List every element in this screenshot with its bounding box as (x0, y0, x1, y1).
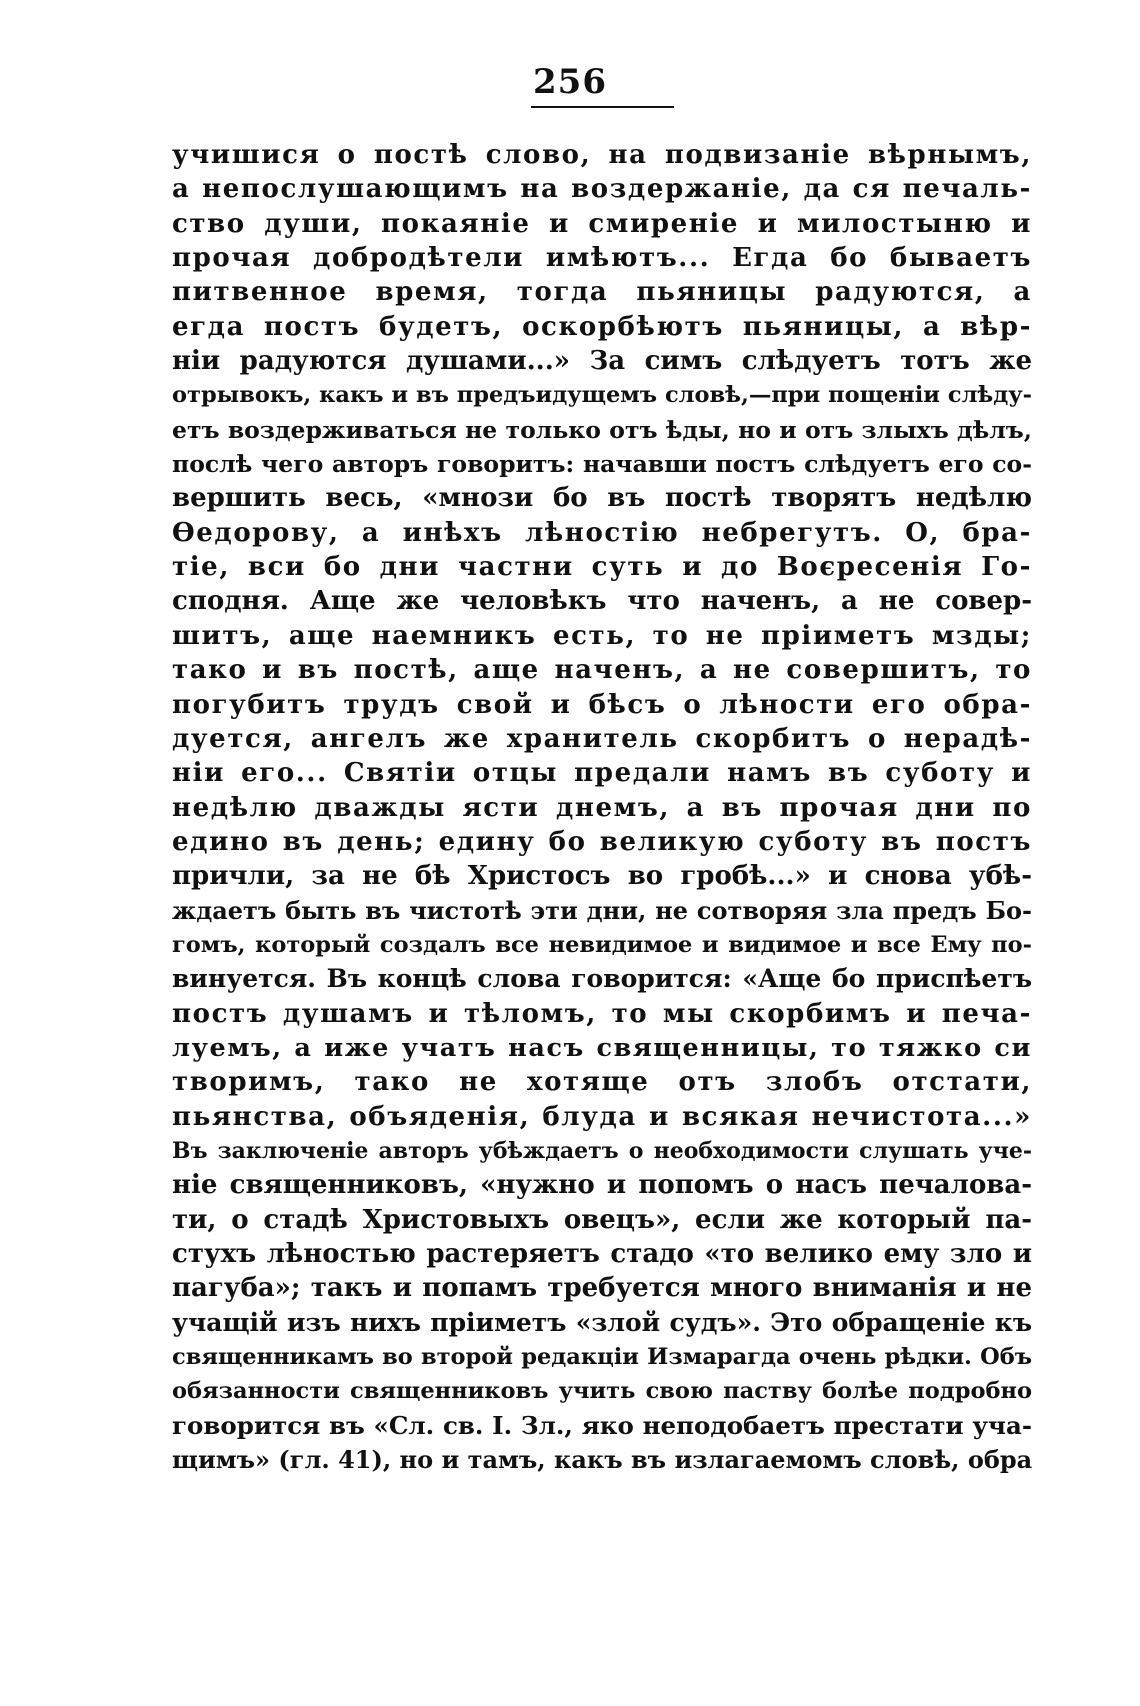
text-line: послѣ чего авторъ говоритъ: начавши постъ слѣдуетъ его со- (172, 450, 1032, 479)
text-line: ство души, покаяніе и смиреніе и милостыню и (172, 208, 1032, 239)
text-line: учишися о постѣ слово, на подвизаніе вѣрнымъ, (172, 140, 1032, 170)
page-number: 256 (533, 62, 607, 102)
text-line: погубитъ трудъ свой и бѣсъ о лѣности его обра- (172, 689, 1032, 720)
text-line: луемъ, а иже учатъ насъ священницы, то тяжко си (172, 1032, 1032, 1063)
text-line: прочая добродѣтели имѣютъ... Егда бо бываетъ (172, 243, 1032, 274)
text-line: недѣлю дважды ясти днемъ, а въ прочая дни по (172, 792, 1032, 823)
header-rule (531, 106, 674, 108)
text-line: ніи его... Святіи отцы предали намъ въ суботу и (172, 758, 1032, 789)
text-line: пьянства, объяденія, блуда и всякая нечистота...» (172, 1101, 1032, 1132)
body-text (172, 138, 1032, 1477)
text-line: священникамъ во второй редакціи Измарагда очень рѣдки. Объ (172, 1344, 1032, 1371)
text-line: вершить весь, «мнози бо въ постѣ творятъ недѣлю (172, 483, 1032, 514)
text-line: ждаетъ быть въ чистотѣ эти дни, не сотворяя зла предъ Бо- (172, 895, 1032, 925)
text-line: егда постъ будетъ, оскорбѣютъ пьяницы, а вѣр- (172, 311, 1032, 342)
text-line: причли, за не бѣ Христосъ во гробѣ...» и снова убѣ- (172, 861, 1032, 892)
text-line: говорится въ «Сл. св. І. Зл., яко неподобаетъ престати уча- (172, 1410, 1032, 1440)
text-line: ніе священниковъ, «нужно и попомъ о насъ печалова- (172, 1170, 1032, 1201)
text-line: сподня. Аще же человѣкъ что наченъ, а не совер- (172, 586, 1032, 617)
text-line: учащій изъ нихъ пріиметъ «злой судъ». Это обращеніе къ (172, 1307, 1032, 1337)
text-line: тіе, вси бо дни частни суть и до Воєресенія Го- (172, 552, 1032, 583)
text-line: гомъ, который создалъ все невидимое и видимое и все Ему по- (172, 931, 1032, 958)
text-line: тако и въ постѣ, аще наченъ, а не совершитъ, то (172, 655, 1032, 686)
text-line: постъ душамъ и тѣломъ, то мы скорбимъ и печа- (172, 998, 1032, 1029)
text-line: шитъ, аще наемникъ есть, то не пріиметъ мзды; (172, 620, 1032, 651)
text-line: Въ заключеніе авторъ убѣждаетъ о необходимости слушать уче- (172, 1137, 1032, 1164)
text-line: пагуба»; такъ и попамъ требуется много вниманія и не (172, 1273, 1032, 1304)
text-line: стухъ лѣностью растеряетъ стадо «то велико ему зло и (172, 1239, 1032, 1269)
text-line: Ѳедорову, а инѣхъ лѣностію небрегутъ. О, бра- (172, 517, 1032, 548)
text-line: ти, о стадѣ Христовыхъ овецъ», если же который па- (172, 1204, 1032, 1235)
text-line: питвенное время, тогда пьяницы радуются, а (172, 277, 1032, 308)
text-line: обязанности священниковъ учить свою паству болѣе подробно (172, 1378, 1032, 1405)
text-line: а непослушающимъ на воздержаніе, да ся печаль- (172, 174, 1032, 205)
text-line: ніи радуются душами...» За симъ слѣдуетъ тотъ же (172, 346, 1032, 377)
text-line: етъ воздерживаться не только отъ ѣды, но и отъ злыхъ дѣлъ, (172, 415, 1032, 444)
text-line: едино въ день; едину бо великую суботу въ постъ (172, 826, 1032, 857)
text-line: творимъ, тако не хотяще отъ злобъ отстати, (172, 1067, 1032, 1098)
text-line: отрывокъ, какъ и въ предъидущемъ словѣ,—при пощеніи слѣду- (172, 382, 1032, 409)
text-line: щимъ» (гл. 41), но и тамъ, какъ въ излагаемомъ словѣ, обра (172, 1445, 1032, 1475)
text-line: дуется, ангелъ же хранитель скорбитъ о нерадѣ- (172, 723, 1032, 754)
text-line: винуется. Въ концѣ слова говорится: «Аще бо приспѣетъ (172, 964, 1032, 994)
